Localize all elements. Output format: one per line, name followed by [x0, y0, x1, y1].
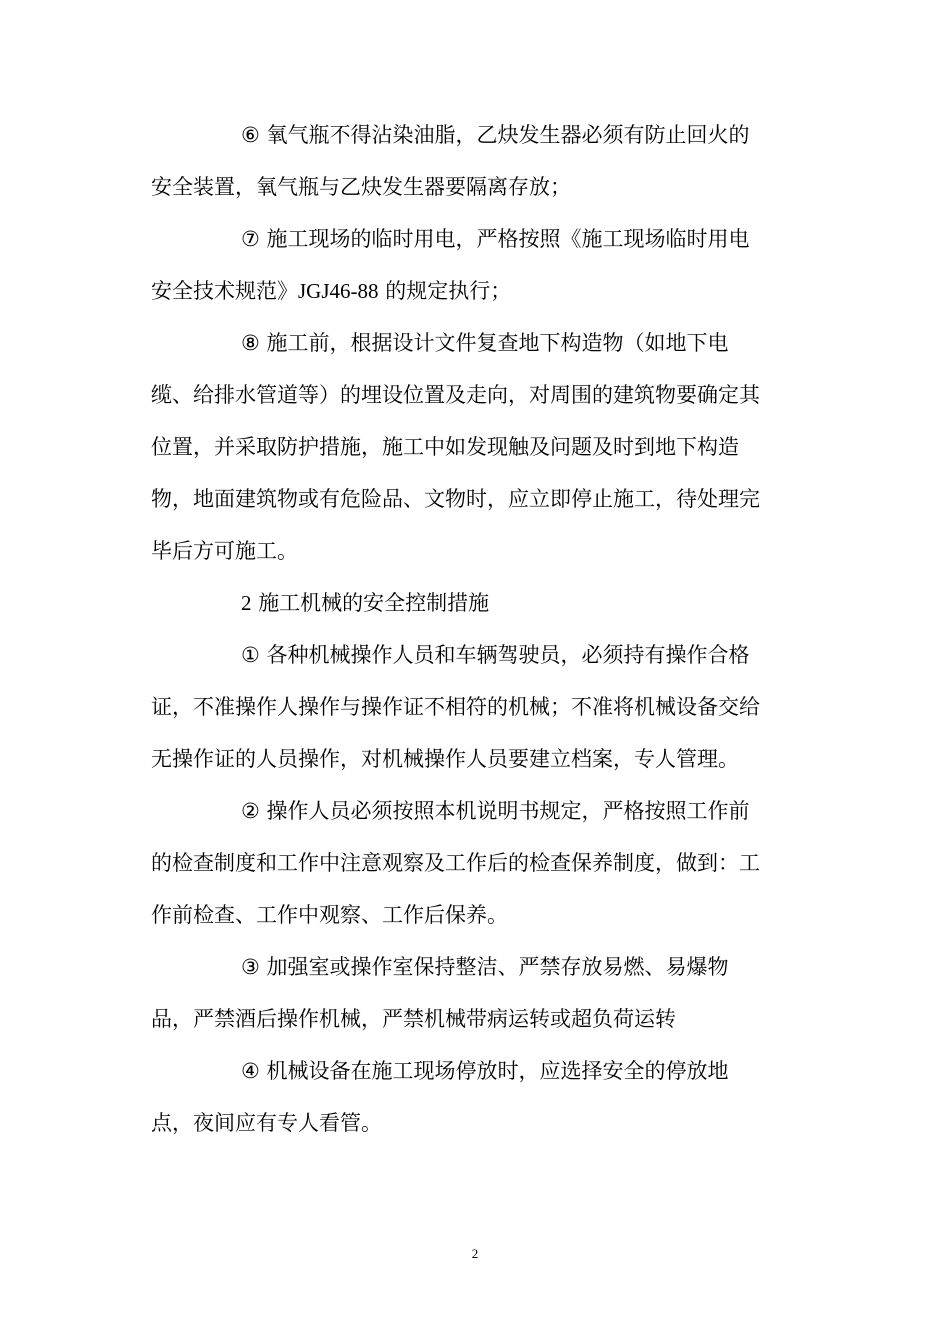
- text-span: 安全技术规范》: [151, 279, 298, 303]
- paragraph-7-line-1: [241, 223, 901, 255]
- text-span: ① 各种机械操作人员和车辆驾驶员，必须持有操作合格: [241, 643, 750, 667]
- paragraph-8-line-3: [151, 431, 811, 463]
- text-span: ④ 机械设备在施工现场停放时，应选择安全的停放地: [241, 1059, 729, 1083]
- text-span: 无操作证的人员操作，对机械操作人员要建立档案，专人管理。: [151, 747, 739, 771]
- paragraph-1-line-3: [151, 743, 811, 775]
- text-span: 安全装置，氧气瓶与乙炔发生器要隔离存放；: [151, 175, 571, 199]
- paragraph-3-line-2: [151, 1003, 811, 1035]
- text-span: ⑦ 施工现场的临时用电，严格按照《施工现场临时用电: [241, 227, 750, 251]
- text-span: 作前检查、工作中观察、工作后保养。: [151, 903, 508, 927]
- paragraph-4-line-1: [241, 1055, 901, 1087]
- text-span: 位置，并采取防护措施，施工中如发现触及问题及时到地下构造: [151, 435, 739, 459]
- text-span: 品，严禁酒后操作机械，严禁机械带病运转或超负荷运转: [151, 1007, 676, 1031]
- text-span: 点，夜间应有专人看管。: [151, 1111, 382, 1135]
- paragraph-8-line-2: [151, 379, 811, 411]
- text-span: 毕后方可施工。: [151, 539, 298, 563]
- section-heading: [241, 587, 901, 619]
- text-span: ⑥ 氧气瓶不得沾染油脂，乙炔发生器必须有防止回火的: [241, 123, 750, 147]
- text-span: ③ 加强室或操作室保持整洁、严禁存放易燃、易爆物: [241, 955, 729, 979]
- section-title: 施工机械的安全控制措施: [258, 591, 490, 615]
- paragraph-8-line-4: [151, 483, 811, 515]
- text-span: 物，地面建筑物或有危险品、文物时，应立即停止施工，待处理完: [151, 487, 760, 511]
- section-number: 2: [241, 591, 252, 615]
- text-span: 证，不准操作人操作与操作证不相符的机械；不准将机械设备交给: [151, 695, 760, 719]
- paragraph-1-line-1: [241, 639, 901, 671]
- paragraph-8-line-5: [151, 535, 811, 567]
- text-span: ② 操作人员必须按照本机说明书规定，严格按照工作前: [241, 799, 750, 823]
- paragraph-2-line-3: [151, 899, 811, 931]
- paragraph-4-line-2: [151, 1107, 811, 1139]
- page-number: 2: [471, 1246, 479, 1261]
- text-span: 缆、给排水管道等）的埋设位置及走向，对周围的建筑物要确定其: [151, 383, 760, 407]
- paragraph-8-line-1: [241, 327, 901, 359]
- paragraph-2-line-2: [151, 847, 811, 879]
- paragraph-7-line-2: [151, 275, 811, 307]
- text-span: 的规定执行；: [385, 279, 512, 303]
- paragraph-6-line-1: [241, 119, 901, 151]
- paragraph-3-line-1: [241, 951, 901, 983]
- paragraph-2-line-1: [241, 795, 901, 827]
- paragraph-6-line-2: [151, 171, 811, 203]
- standard-code: JGJ46-88: [298, 279, 379, 303]
- paragraph-1-line-2: [151, 691, 811, 723]
- text-span: ⑧ 施工前，根据设计文件复查地下构造物（如地下电: [241, 331, 729, 355]
- text-span: 的检查制度和工作中注意观察及工作后的检查保养制度，做到：工: [151, 851, 760, 875]
